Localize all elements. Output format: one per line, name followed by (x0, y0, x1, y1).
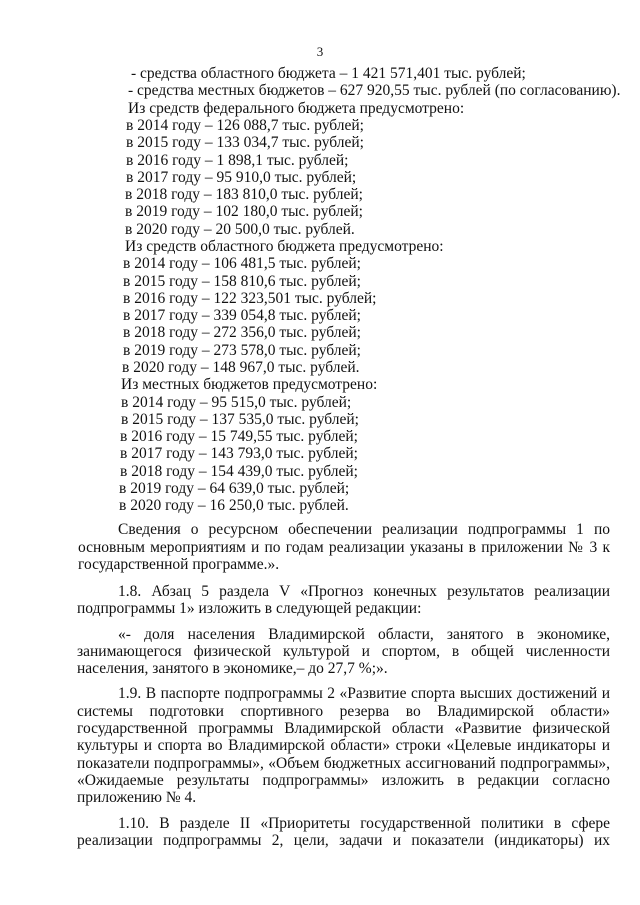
paragraph-line: 1.10. В разделе II «Приоритеты государственной политики в сфере (118, 815, 610, 832)
paragraph-line: реализации подпрограммы 2, цели, задачи и показатели (индикаторы) их (77, 832, 610, 849)
page-number: 3 (316, 44, 324, 59)
funding-line: в 2018 году – 154 439,0 тыс. рублей; (120, 463, 358, 480)
funding-line: в 2017 году – 95 910,0 тыс. рублей; (126, 169, 357, 186)
funding-line: в 2014 году – 106 481,5 тыс. рублей; (123, 255, 361, 272)
paragraph-line: государственной программы Владимирской области «Развитие физической (77, 720, 610, 737)
funding-line: в 2015 году – 133 034,7 тыс. рублей; (126, 134, 364, 151)
funding-line: - средства местных бюджетов – 627 920,55 тыс. рублей (по согласованию). (128, 82, 621, 99)
paragraph-line: показатели подпрограммы», «Объем бюджетных ассигнований подпрограммы», (77, 755, 610, 772)
funding-heading: Из средств областного бюджета предусмотрено: (125, 238, 444, 255)
paragraph-line: культуры и спорта во Владимирской области» строки «Целевые индикаторы и (77, 737, 610, 754)
paragraph-line: приложению № 4. (77, 789, 197, 806)
funding-line: в 2018 году – 272 356,0 тыс. рублей; (123, 324, 361, 341)
funding-line: в 2020 году – 16 250,0 тыс. рублей. (119, 497, 349, 514)
funding-line: в 2017 году – 143 793,0 тыс. рублей; (120, 445, 358, 462)
funding-line: в 2014 году – 126 088,7 тыс. рублей; (126, 117, 364, 134)
funding-line: в 2016 году – 1 898,1 тыс. рублей; (126, 152, 349, 169)
paragraph-line: основным мероприятиям и по годам реализации указаны в приложении № 3 к (78, 539, 610, 556)
funding-line: в 2018 году – 183 810,0 тыс. рублей; (125, 186, 363, 203)
funding-heading: Из местных бюджетов предусмотрено: (121, 376, 378, 393)
funding-line: в 2019 году – 64 639,0 тыс. рублей; (119, 480, 350, 497)
paragraph-line: 1.8. Абзац 5 раздела V «Прогноз конечных результатов реализации (118, 583, 610, 600)
funding-line: в 2016 году – 15 749,55 тыс. рублей; (120, 428, 358, 445)
paragraph-line: Сведения о ресурсном обеспечении реализации подпрограммы 1 по (118, 521, 610, 538)
funding-line: в 2020 году – 20 500,0 тыс. рублей. (125, 221, 355, 238)
paragraph-line: занимающегося физической культурой и спортом, в общей численности (77, 643, 610, 660)
paragraph-line: подпрограммы 1» изложить в следующей редакции: (77, 600, 422, 617)
funding-line: в 2019 году – 273 578,0 тыс. рублей; (123, 342, 361, 359)
funding-heading: Из средств федерального бюджета предусмотрено: (128, 100, 465, 117)
funding-line: в 2014 году – 95 515,0 тыс. рублей; (121, 394, 352, 411)
paragraph-line: государственной программе.». (78, 556, 280, 573)
funding-line: в 2020 году – 148 967,0 тыс. рублей. (122, 359, 360, 376)
paragraph-line: «Ожидаемые результаты подпрограммы» изложить в редакции согласно (77, 772, 610, 789)
paragraph-line: населения, занятого в экономике,– до 27,7 %;». (77, 660, 388, 677)
funding-line: в 2016 году – 122 323,501 тыс. рублей; (123, 290, 377, 307)
paragraph-line: системы подготовки спортивного резерва во Владимирской области» (77, 703, 610, 720)
funding-line: - средства областного бюджета – 1 421 571,401 тыс. рублей; (131, 65, 526, 82)
funding-line: в 2015 году – 158 810,6 тыс. рублей; (123, 273, 361, 290)
funding-line: в 2015 году – 137 535,0 тыс. рублей; (121, 411, 359, 428)
paragraph-line: «- доля населения Владимирской области, занятого в экономике, (118, 626, 610, 643)
paragraph-line: 1.9. В паспорте подпрограммы 2 «Развитие спорта высших достижений и (118, 685, 610, 702)
funding-line: в 2017 году – 339 054,8 тыс. рублей; (123, 307, 361, 324)
funding-line: в 2019 году – 102 180,0 тыс. рублей; (125, 203, 363, 220)
